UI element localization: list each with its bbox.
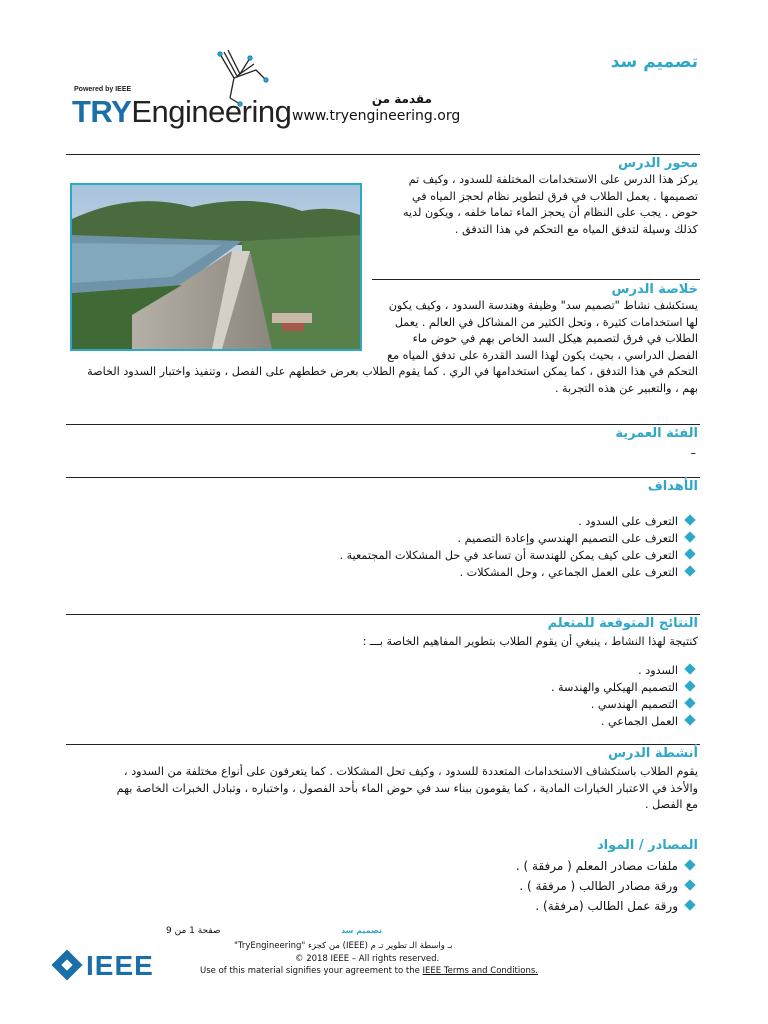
logo-wordmark <box>72 94 291 130</box>
list-item <box>551 713 696 730</box>
divider <box>66 477 700 478</box>
section-heading-activities: أنشطة الدرس <box>608 746 698 761</box>
outcomes-list <box>551 662 696 730</box>
list-item-text: التصميم الهندسي . <box>590 698 678 711</box>
age-value: – <box>690 447 696 460</box>
section-heading-resources: المصادر / المواد <box>596 838 698 853</box>
list-item-text: التصميم الهيكلي والهندسة . <box>550 681 678 694</box>
diamond-bullet-icon <box>684 899 695 910</box>
footer-terms <box>200 966 538 976</box>
diamond-bullet-icon <box>684 548 695 559</box>
diamond-bullet-icon <box>684 879 695 890</box>
outcomes-intro: كنتيجة لهذا النشاط ، ينبغي أن يقوم الطلاب بتطوير المفاهيم الخاصة بـــ : <box>362 635 698 648</box>
activities-text <box>58 764 698 814</box>
divider <box>66 744 700 745</box>
list-item <box>340 513 697 530</box>
activities-line: والأخذ في الاعتبار الخيارات المادية ، كما يقومون ببناء سد في حوض الماء بأحد الفصول ، واختباره ، وتبادل الخبرات الخاصة بهم <box>116 781 698 795</box>
intro-label: مقدمة من <box>371 92 432 106</box>
list-item <box>340 530 697 547</box>
list-item-text: ورقة عمل الطالب (مرفقة) . <box>535 899 678 913</box>
objectives-list <box>340 513 697 581</box>
divider <box>372 279 700 280</box>
dam-photo <box>70 183 362 351</box>
synopsis-text-wide <box>58 364 698 397</box>
logo-try: TRY <box>72 94 132 129</box>
list-item-text: التعرف على التصميم الهندسي وإعادة التصميم . <box>457 532 678 545</box>
list-item-text: السدود . <box>638 664 678 677</box>
list-item <box>340 547 697 564</box>
footer-terms-prefix: Use of this material signifies your agreement to the <box>200 966 423 976</box>
section-heading-age: الفئة العمرية <box>615 426 698 441</box>
diamond-bullet-icon <box>684 680 695 691</box>
list-item <box>516 856 696 876</box>
list-item <box>516 896 696 916</box>
site-url[interactable]: www.tryengineering.org <box>292 108 461 124</box>
list-item <box>551 679 696 696</box>
divider <box>66 154 700 155</box>
activities-line: مع الفصل . <box>645 798 698 811</box>
dam-image-icon <box>72 185 360 349</box>
list-item-text: التعرف على كيف يمكن للهندسة أن تساعد في حل المشكلات المجتمعية . <box>339 549 678 562</box>
page-title: تصميم سد <box>610 52 698 72</box>
diamond-bullet-icon <box>684 697 695 708</box>
section-heading-outcomes: النتائج المتوقعة للمتعلم <box>547 616 698 631</box>
focus-line: حوض . يجب على النظام أن يحجز الماء تماما خلفه ، ويكون لديه <box>403 206 698 219</box>
diamond-bullet-icon <box>684 565 695 576</box>
list-item <box>516 876 696 896</box>
footer-page-number: صفحة 1 من 9 <box>166 926 221 936</box>
footer-copyright: © 2018 IEEE – All rights reserved. <box>295 954 440 964</box>
list-item <box>551 696 696 713</box>
resources-list <box>516 856 696 916</box>
logo-powered-by: Powered by IEEE <box>74 86 132 93</box>
synopsis-line: التحكم في هذا التدفق ، كما يمكن استخدامها في الري . كما يقوم الطلاب بعرض خططهم على الفصل ، وتنفيذ واختبار السدود الخاصة <box>87 365 698 378</box>
diamond-bullet-icon <box>684 514 695 525</box>
divider <box>66 614 700 615</box>
synopsis-line: الطلاب في فرق لتصميم هيكل السد الخاص بهم في حوض ماء <box>412 332 698 345</box>
logo-engineering: Engineering <box>131 94 292 129</box>
list-item-text: ملفات مصادر المعلم ( مرفقة ) . <box>515 859 678 873</box>
ieee-logo <box>54 950 164 986</box>
synopsis-line: يستكشف نشاط "تصميم سد" وظيفة وهندسة السدود ، وكيف يكون <box>388 299 698 312</box>
terms-link[interactable]: IEEE Terms and Conditions. <box>422 966 538 976</box>
section-heading-objectives: الأهداف <box>647 479 698 494</box>
section-heading-synopsis: خلاصة الدرس <box>611 282 698 297</box>
list-item <box>551 662 696 679</box>
list-item-text: ورقة مصادر الطالب ( مرفقة ) . <box>519 879 678 893</box>
try-engineering-logo <box>70 48 292 138</box>
footer-doc-title: تصميم سد <box>340 926 382 935</box>
activities-line: يقوم الطلاب باستكشاف الاستخدامات المتعددة للسدود ، وكيف تحل المشكلات . كما يتعرفون على أنواع مختلفة من السدود ، <box>124 765 698 778</box>
diamond-bullet-icon <box>684 714 695 725</box>
focus-text <box>398 172 698 238</box>
synopsis-text <box>368 298 698 364</box>
list-item-text: التعرف على السدود . <box>578 515 678 528</box>
diamond-bullet-icon <box>684 663 695 674</box>
focus-line: يركز هذا الدرس على الاستخدامات المختلفة للسدود ، وكيف تم <box>408 173 698 186</box>
synopsis-line: لها استخدامات كثيرة ، وتحل الكثير من المشاكل في العالم . يعمل <box>394 315 698 329</box>
focus-line: كذلك وسيلة لتدفق المياه مع التحكم في هذا التدفق . <box>454 222 698 236</box>
list-item-text: العمل الجماعي . <box>600 715 678 728</box>
synopsis-line: الفصل الدراسي ، بحيث يكون لهذا السد القدرة على تدفق المياه مع <box>387 348 698 362</box>
footer-developed-by: "TryEngineering" من كجزء (IEEE) بـ واسطة الـ تطوير تـ م <box>234 941 453 951</box>
synopsis-line: بهم ، والتعبير عن هذه التجربة . <box>554 381 698 395</box>
divider <box>66 424 700 425</box>
section-heading-focus: محور الدرس <box>618 156 698 171</box>
list-item <box>340 564 697 581</box>
focus-line: تصميمها . يعمل الطلاب في فرق لتطوير نظام لحجز المياه في <box>411 189 698 203</box>
diamond-bullet-icon <box>684 531 695 542</box>
ieee-wordmark: IEEE <box>86 950 154 981</box>
diamond-bullet-icon <box>684 859 695 870</box>
list-item-text: التعرف على العمل الجماعي ، وحل المشكلات . <box>459 566 678 579</box>
